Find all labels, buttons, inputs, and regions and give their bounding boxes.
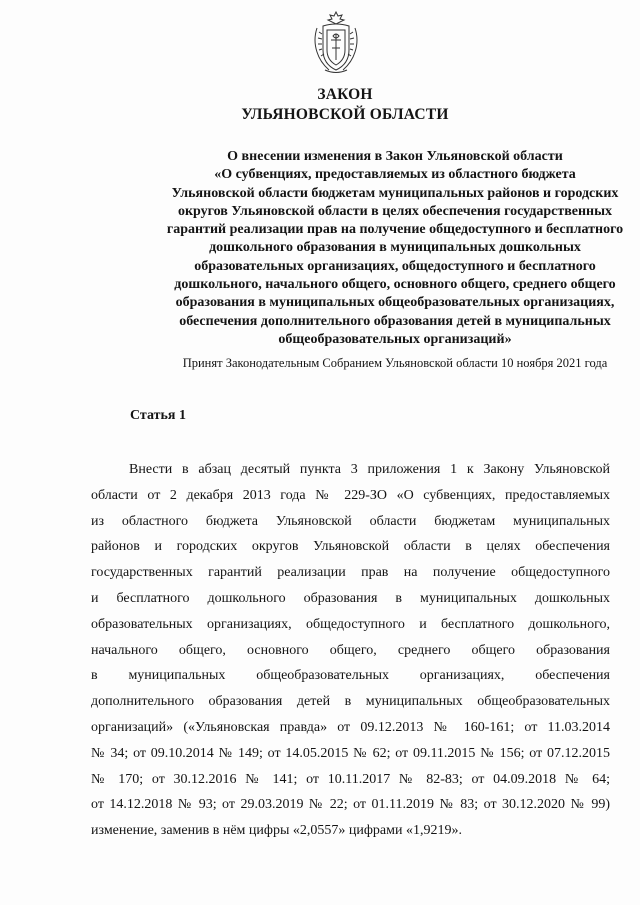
paragraph-line: из областного бюджета Ульяновской области бюджетам муниципальных [91, 513, 610, 529]
adoption-note: Принят Законодательным Собранием Ульяновской области 10 ноября 2021 года [182, 356, 608, 370]
article-heading: Статья 1 [130, 408, 186, 423]
paragraph-line: № 170; от 30.12.2016 № 141; от 10.11.2017 № 82-83; от 04.09.2018 № 64; [91, 771, 610, 787]
paragraph-line: области от 2 декабря 2013 года № 229-ЗО «О субвенциях, предоставляемых [91, 487, 610, 503]
subject-line: общеобразовательных организаций» [278, 331, 512, 347]
paragraph-line: районов и городских округов Ульяновской области в целях обеспечения [91, 539, 610, 555]
subject-line: обеспечения дополнительного образования детей в муниципальных [179, 313, 611, 329]
article-paragraph [91, 457, 610, 844]
law-region: УЛЬЯНОВСКОЙ ОБЛАСТИ [241, 106, 449, 123]
paragraph-line: Внести в абзац десятый пункта 3 приложения 1 к Закону Ульяновской [129, 462, 610, 477]
subject-line: О внесении изменения в Закон Ульяновской области [227, 149, 563, 164]
paragraph-line: организаций» («Ульяновская правда» от 09.12.2013 № 160-161; от 11.03.2014 [91, 719, 610, 735]
subject-line: округов Ульяновской области в целях обеспечения государственных [177, 203, 613, 219]
subject-line: образования в муниципальных общеобразовательных организациях, [175, 295, 615, 311]
subject-line: Ульяновской области бюджетам муниципальных районов и городских [171, 185, 619, 201]
paragraph-line: от 14.12.2018 № 93; от 29.03.2019 № 22; от 01.11.2019 № 83; от 30.12.2020 № 99) [91, 797, 610, 813]
law-subject [100, 148, 640, 349]
paragraph-line: и бесплатного дошкольного образования в муниципальных дошкольных [91, 590, 610, 606]
paragraph-line: государственных гарантий реализации прав на получение общедоступного [91, 565, 610, 581]
subject-line: дошкольного образования в муниципальных дошкольных [209, 240, 581, 256]
paragraph-line: образовательных организациях, общедоступного и бесплатного дошкольного, [91, 616, 610, 632]
subject-line: гарантий реализации прав на получение общедоступного и бесплатного [166, 222, 624, 238]
paragraph-line: в муниципальных общеобразовательных организациях, обеспечения [91, 668, 610, 684]
paragraph-line: дополнительного образования детей в муниципальных общеобразовательных [91, 694, 610, 710]
subject-line: образовательных организациях, общедоступного и бесплатного [194, 258, 596, 274]
paragraph-line: начального общего, основного общего, среднего общего образования [91, 642, 610, 658]
subject-line: «О субвенциях, предоставляемых из областного бюджета [214, 167, 576, 183]
coat-of-arms-emblem [311, 10, 361, 76]
paragraph-line: изменение, заменив в нём цифры «2,0557» цифрами «1,9219». [91, 823, 462, 839]
paragraph-line: № 34; от 09.10.2014 № 149; от 14.05.2015 № 62; от 09.11.2015 № 156; от 07.12.2015 [91, 745, 610, 761]
subject-line: дошкольного, начального общего, основного общего, среднего общего [174, 277, 616, 293]
law-title: ЗАКОН [317, 86, 373, 103]
